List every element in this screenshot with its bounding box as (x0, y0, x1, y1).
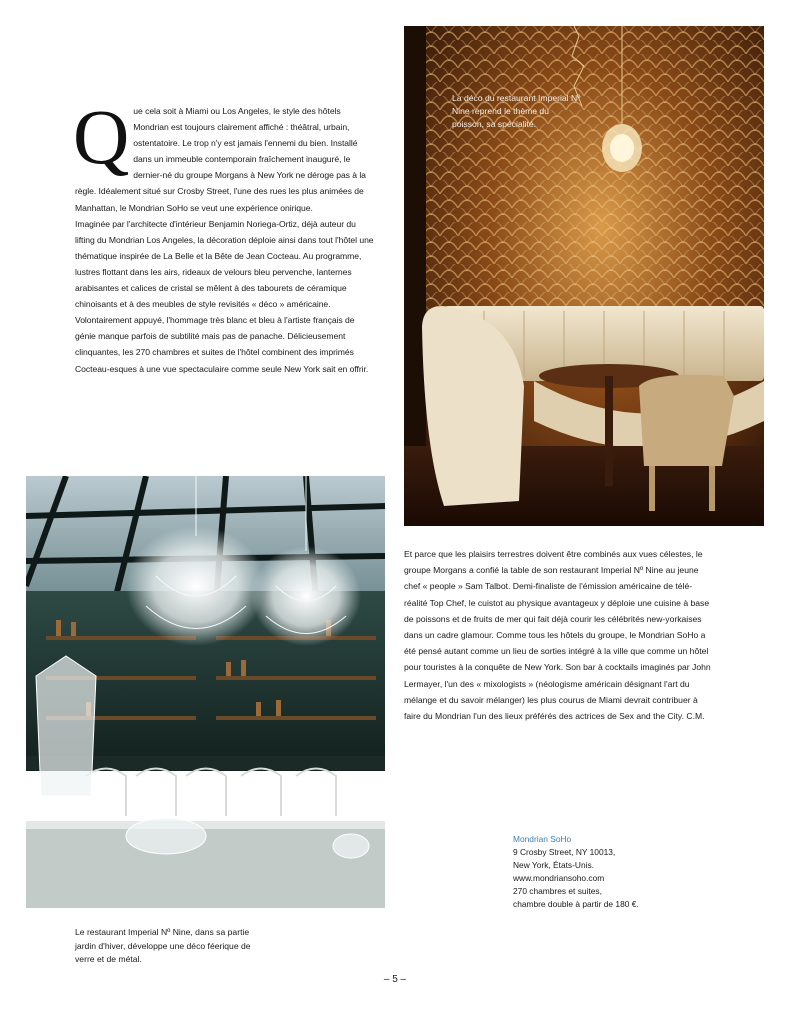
winter-garden-photo (26, 476, 385, 908)
article-continued (404, 546, 714, 724)
article-intro (73, 93, 375, 377)
hotel-street: 9 Crosby Street, NY 10013, (513, 847, 616, 857)
hotel-rooms: 270 chambres et suites, (513, 886, 602, 896)
hotel-info-box (513, 833, 688, 911)
dropcap: Q (73, 93, 130, 180)
photo-caption-bottom-left: Le restaurant Imperial Nº Nine, dans sa partie jardin d'hiver, développe une déco féerique de verre et de métal. (75, 927, 251, 965)
article-paragraph-4: Et parce que les plaisirs terrestres doivent être combinés aux vues célestes, le groupe Morgans a confié la table de son restaurant Imperial Nº Nine au jeune chef « people » Sam Talbot. Demi-finaliste de l'émission américaine de télé-réalité Top Chef, le cuistot au physique avantageux y déploie une cuisine à base de poissons et de fruits de mer qui fait déjà courir les célébrités new-yorkaises dans un cadre glamour. Comme tous les hôtels du groupe, le Mondrian SoHo a été pensé autant comme un lieu de sorties intégré à la ville que comme un hôtel pour touristes à la conquête de New York. Son bar à cocktails imaginés par John Lermayer, l'un des « mixologists » (néologisme américain désignant l'art du mélange et du savoir mélanger) les plus courus de Miami devrait contribuer à faire du Mondrian l'un des lieux préférés des actrices de Sex and the City. C.M. (404, 549, 711, 722)
hotel-name: Mondrian SoHo (513, 834, 572, 844)
hotel-price: chambre double à partir de 180 €. (513, 899, 639, 909)
article-paragraph-3: Volontairement appuyé, l'hommage très blanc et bleu à l'artiste français de génie manque parfois de subtilité mais pas de panache. Délicieusement clinquantes, les 270 chambres et suites de l'hôtel combinent des imprimés Cocteau-esques à une vue spectaculaire comme seule New York sait en offrir. (75, 315, 369, 374)
article-paragraph-2: Imaginée par l'architecte d'intérieur Benjamin Noriega-Ortiz, déjà auteur du lifting du Mondrian Los Angeles, la décoration déploie ainsi dans tout l'hôtel une thématique inspirée de La Belle et la Bête de Jean Cocteau. Au programme, lustres flottant dans les airs, rideaux de velours bleu pervenche, lanternes arabisantes et calices de cristal se mêlent à des tabourets de céramique chinoisants et à des meubles de style revisités « déco » américaine. (75, 218, 374, 310)
page-number: – 5 – (383, 974, 407, 985)
article-paragraph-1: ue cela soit à Miami ou Los Angeles, le style des hôtels Mondrian est toujours clairement affiché : théâtral, urbain, ostentatoire. Le trop n'y est jamais l'ennemi du bien. Installé dans un immeuble contemporain fraîchement inauguré, le dernier-né du groupe Morgans à New York ne déroge pas à la règle. Idéalement situé sur Crosby Street, l'une des rues les plus animées de Manhattan, le Mondrian SoHo se veut une expérience onirique. (75, 106, 366, 213)
hotel-city: New York, États-Unis. (513, 860, 594, 870)
hotel-website[interactable]: www.mondriansoho.com (513, 873, 605, 883)
photo-caption-top-right: La déco du restaurant Imperial Nº Nine reprend le thème du poisson, sa spécialité. (452, 93, 581, 129)
winter-garden-image (26, 476, 385, 908)
